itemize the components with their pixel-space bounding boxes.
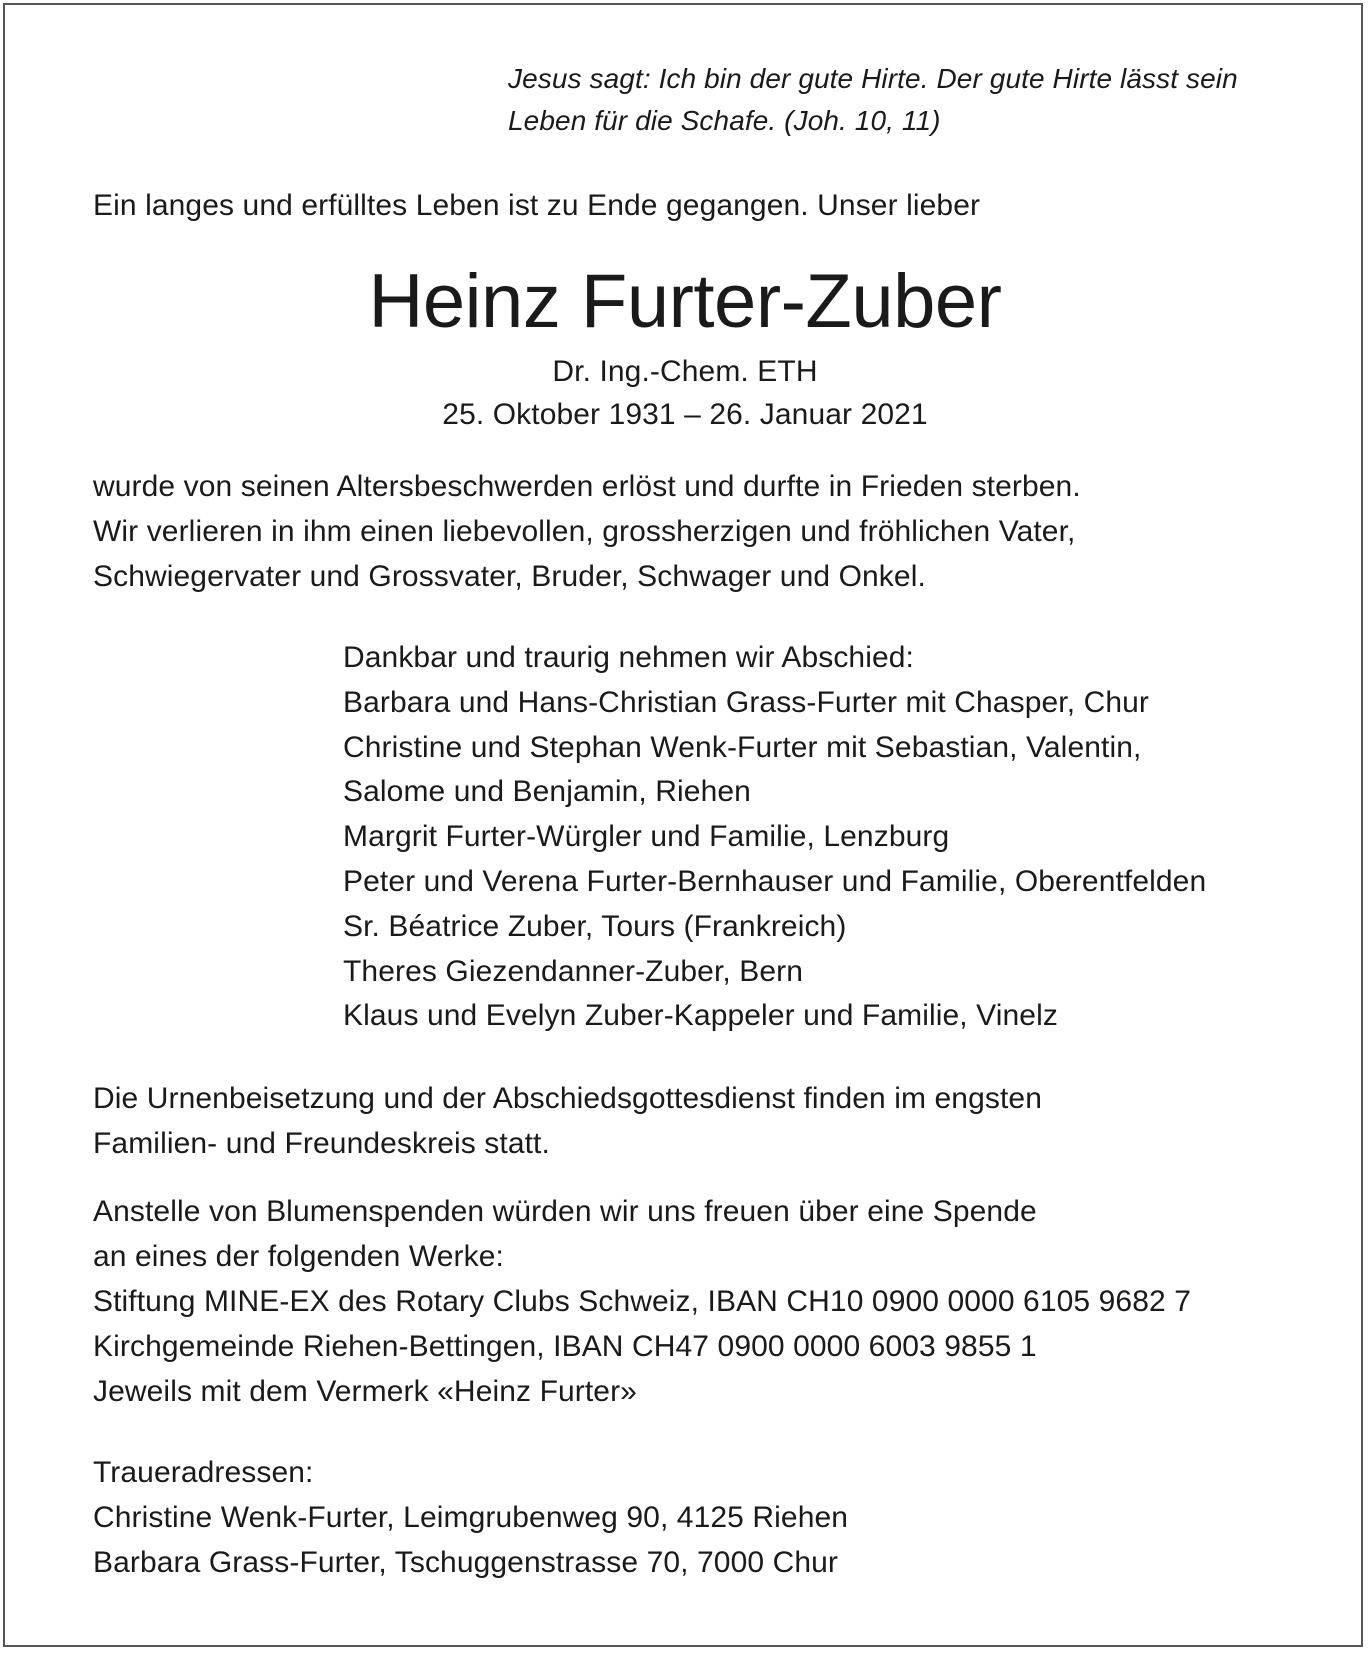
academic-title: Dr. Ing.-Chem. ETH	[552, 355, 818, 388]
donation-paragraph	[93, 1190, 1191, 1415]
paragraph-line: Wir verlieren in ihm einen liebevollen, grossherzigen und fröhlichen Vater,	[93, 515, 1076, 548]
funeral-info-paragraph	[93, 1077, 1042, 1167]
paragraph-line: Familien- und Freundeskreis statt.	[93, 1127, 550, 1160]
mourner-entry: Margrit Furter-Würgler und Familie, Lenzburg	[343, 820, 950, 854]
mourner-entry: Salome und Benjamin, Riehen	[343, 775, 751, 809]
paragraph-line: Jeweils mit dem Vermerk «Heinz Furter»	[93, 1375, 637, 1408]
announcement-paragraph	[93, 465, 1081, 600]
paragraph-line: an eines der folgenden Werke:	[93, 1240, 504, 1273]
donation-recipient: Stiftung MINE-EX des Rotary Clubs Schweiz, IBAN CH10 0900 0000 6105 9682 7	[93, 1285, 1191, 1318]
paragraph-line: Die Urnenbeisetzung und der Abschiedsgottesdienst finden im engsten	[93, 1082, 1042, 1115]
donation-recipient: Kirchgemeinde Riehen-Bettingen, IBAN CH47 0900 0000 6003 9855 1	[93, 1330, 1037, 1363]
mourner-entry: Sr. Béatrice Zuber, Tours (Frankreich)	[343, 909, 847, 943]
mourner-entry: Klaus und Evelyn Zuber-Kappeler und Familie, Vinelz	[343, 999, 1058, 1033]
mourners-heading: Dankbar und traurig nehmen wir Abschied:	[343, 641, 914, 674]
quote-line: Leben für die Schafe. (Joh. 10, 11)	[508, 105, 941, 136]
addresses-heading: Traueradressen:	[93, 1456, 314, 1489]
mourner-entry: Barbara und Hans-Christian Grass-Furter mit Chasper, Chur	[343, 685, 1149, 719]
address-entry: Christine Wenk-Furter, Leimgrubenweg 90, 4125 Riehen	[93, 1501, 849, 1534]
mourners-list	[343, 636, 1206, 1039]
deceased-name: Heinz Furter-Zuber	[368, 259, 1002, 344]
paragraph-line: Anstelle von Blumenspenden würden wir uns freuen über eine Spende	[93, 1195, 1037, 1228]
paragraph-line: wurde von seinen Altersbeschwerden erlöst und durfte in Frieden sterben.	[93, 470, 1081, 503]
bible-quote	[508, 58, 1238, 142]
mourner-entry: Peter und Verena Furter-Bernhauser und Familie, Oberentfelden	[343, 864, 1207, 898]
intro-text: Ein langes und erfülltes Leben ist zu Ende gegangen. Unser lieber	[93, 189, 981, 222]
life-dates: 25. Oktober 1931 – 26. Januar 2021	[442, 398, 928, 431]
mourner-entry: Theres Giezendanner-Zuber, Bern	[343, 954, 804, 988]
paragraph-line: Schwiegervater und Grossvater, Bruder, Schwager und Onkel.	[93, 560, 926, 593]
address-entry: Barbara Grass-Furter, Tschuggenstrasse 70, 7000 Chur	[93, 1546, 839, 1579]
condolence-addresses	[93, 1451, 848, 1586]
quote-line: Jesus sagt: Ich bin der gute Hirte. Der gute Hirte lässt sein	[508, 63, 1238, 94]
mourner-entry: Christine und Stephan Wenk-Furter mit Sebastian, Valentin,	[343, 730, 1142, 764]
